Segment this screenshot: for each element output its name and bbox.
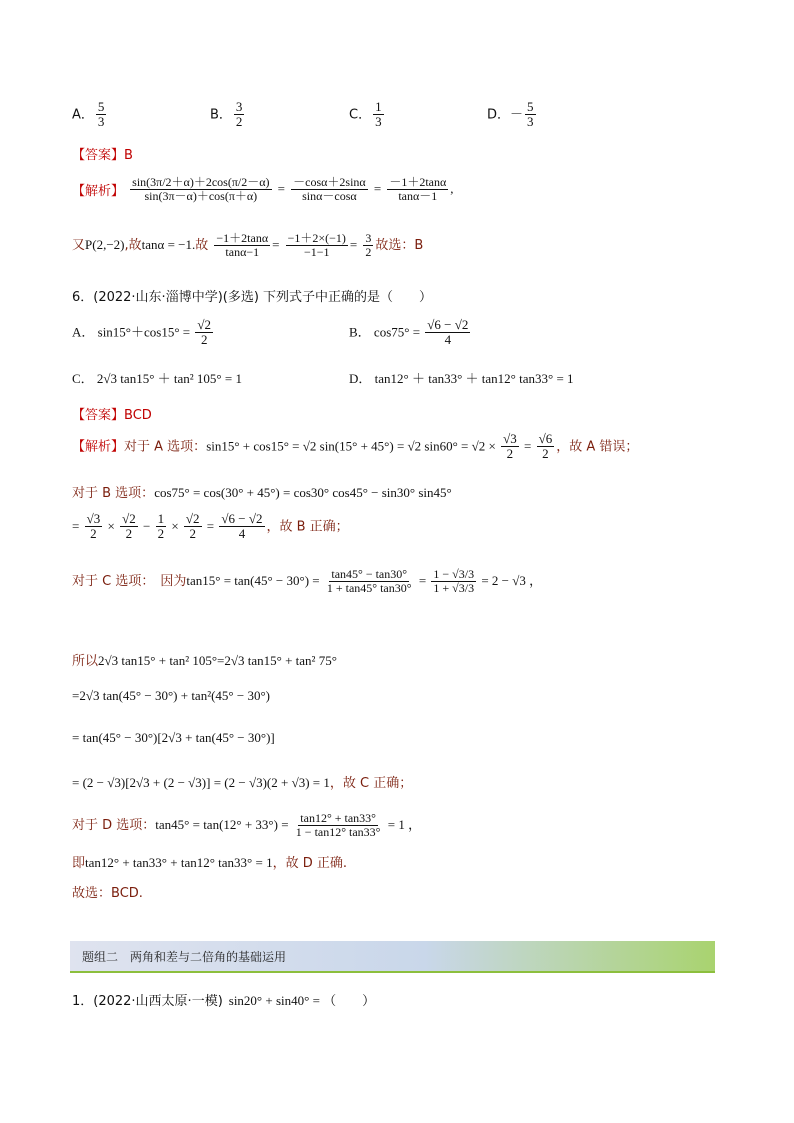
question-label: 1．(2022·山西太原·一模) [72, 994, 223, 1009]
text: 故选：B [375, 238, 424, 254]
q6-analysis-d [72, 812, 421, 839]
frac-den: 3 [527, 114, 534, 130]
frac-num: √2 [185, 511, 200, 526]
q6-analysis-c5 [72, 772, 412, 791]
option-text: B． cos75° = [349, 324, 424, 340]
math: = 2 − √3 ， [478, 573, 543, 589]
frac-num: −1＋2tanα [216, 231, 269, 245]
math: sin15° + cos15° = √2 sin(15° + 45°) = √2 sin60° = √2 × [206, 438, 500, 454]
math: = [72, 518, 83, 534]
math: = [520, 438, 535, 454]
frac-den: 2 [235, 114, 243, 130]
q6-analysis-b [72, 482, 452, 501]
frac-num: 1 [375, 99, 382, 114]
q6-analysis-c2 [72, 650, 337, 669]
frac-num: sin(3π/2＋α)＋2cos(π/2－α) [132, 175, 270, 189]
text: 对于 A 选项： [124, 439, 207, 455]
q6-final-answer: 故选：BCD. [72, 886, 143, 901]
option-label: A． [72, 107, 94, 123]
frac-num: 3 [365, 231, 372, 245]
frac-num: √2 [122, 511, 136, 526]
next-question [72, 990, 375, 1009]
q6-option-d: D． tan12° ＋ tan33° ＋ tan12° tan33° = 1 [349, 371, 574, 386]
frac-num: －cosα＋2sinα [293, 175, 366, 189]
math: × [104, 518, 119, 534]
text: ,故 [124, 238, 142, 254]
q6-option-c: C． 2√3 tan15° ＋ tan² 105° = 1 [72, 371, 242, 386]
frac-den: 2 [365, 245, 372, 260]
text: 即 [72, 856, 86, 871]
frac-den: tanα－1 [398, 189, 438, 204]
q5-option-a [72, 100, 108, 130]
q6-analysis-c4: = tan(45° − 30°)[2√3 + tan(45° − 30°)] [72, 730, 275, 745]
frac-den: 1 + √3/3 [433, 581, 475, 596]
frac-den: 2 [189, 526, 196, 542]
frac-den: 2 [200, 332, 208, 348]
math: cos75° = cos(30° + 45°) = cos30° cos45° − sin30° sin45° [154, 485, 452, 500]
text: 又 [72, 238, 86, 254]
math: P(2,−2) [85, 237, 125, 253]
q5-option-d [487, 100, 538, 130]
text: ，故 D 正确. [272, 856, 348, 871]
frac-num: 1 − √3/3 [433, 567, 475, 581]
math: tan15° = tan(45° − 30°) = [186, 573, 323, 589]
text: 对于 C 选项： [72, 574, 155, 590]
q6-stem: 6．(2022·山东·淄博中学)(多选) 下列式子中正确的是（ ） [72, 290, 433, 305]
q6-option-a [72, 318, 215, 348]
math: sin20° + sin40° = （ ） [228, 993, 376, 1008]
q6-analysis-c3: =2√3 tan(45° − 30°) + tan²(45° − 30°) [72, 688, 270, 703]
frac-den: tanα−1 [225, 245, 260, 260]
option-label: B． [210, 107, 232, 123]
frac-den: 2 [506, 446, 514, 462]
math: = 1 ， [384, 817, 422, 833]
text: ，故 B 正确； [266, 519, 349, 535]
frac-num: √6 [538, 431, 553, 446]
frac-den: 2 [90, 526, 97, 542]
math: × [168, 518, 182, 534]
section-header-bar [70, 941, 715, 973]
frac-num: 3 [235, 99, 243, 114]
frac-num: √3 [86, 511, 101, 526]
answer-value: BCD [124, 408, 152, 423]
frac-num: 5 [527, 99, 534, 114]
q6-option-b [349, 318, 472, 348]
math: = [415, 573, 430, 589]
frac-den: 3 [375, 114, 382, 130]
frac-den: 1 + tan45° tan30° [326, 581, 412, 596]
q5-option-c [349, 100, 386, 130]
text: 因为 [160, 574, 187, 590]
frac-den: sinα－cosα [302, 189, 357, 204]
text: 对于 B 选项： [72, 486, 155, 501]
math: = (2 − √3)[2√3 + (2 − √3)] = (2 − √3)(2 + √3) = 1 [72, 775, 330, 790]
frac-num: －1＋2tanα [389, 175, 447, 189]
text: 故 [195, 238, 209, 254]
frac-den: 2 [157, 526, 165, 542]
frac-den: 3 [97, 114, 105, 130]
frac-num: √6 − √2 [221, 511, 263, 526]
q5-analysis-line1: 【解析】 $\frac{\sin(3\pi/2+\alpha)+2\cos(\pi/2-\alpha)}{\sin(3\pi-\alpha)+\cos(\pi+\alpha)}$ = $\frac{-\cos\alpha+2\sin\alpha}{\sin\alpha-\cos\alpha}$ = $\frac{-1+2\tan\alpha}{\tan\alpha-1}$ , [72, 175, 454, 204]
math: = [203, 518, 218, 534]
text: ，故 A 错误； [556, 439, 639, 455]
answer-tag: 【答案】 [72, 148, 125, 163]
frac-den: −1−1 [303, 245, 330, 260]
q6-analysis-b2 [72, 512, 349, 542]
math: tan45° = tan(12° + 33°) = [155, 817, 292, 833]
section-title: 题组二 两角和差与二倍角的基础运用 [82, 950, 287, 964]
frac-num: tan45° − tan30° [331, 567, 408, 581]
analysis-tag: 【解析】 [72, 439, 125, 455]
q5-answer [72, 144, 133, 163]
answer-tag: 【答案】 [72, 408, 125, 423]
q6-answer [72, 404, 152, 423]
math: 2√3 tan15° + tan² 105°=2√3 tan15° + tan² 75° [98, 653, 337, 668]
frac-num: tan12° + tan33° [300, 811, 376, 825]
q6-analysis-a [72, 432, 638, 462]
frac-num: √3 [503, 431, 517, 446]
q6-analysis-d2 [72, 852, 347, 871]
analysis-tag: 【解析】 [72, 184, 125, 200]
frac-num: 1 [157, 511, 165, 526]
text: ，故 C 正确； [329, 776, 413, 791]
frac-den: 2 [542, 446, 549, 462]
frac-den: 4 [238, 526, 246, 542]
option-label: D．－ [487, 107, 524, 123]
frac-num: √6 − √2 [427, 317, 469, 332]
math: tan12° + tan33° + tan12° tan33° = 1 [85, 855, 273, 870]
text: 对于 D 选项： [72, 818, 156, 834]
frac-num: √2 [197, 317, 212, 332]
answer-value: B [124, 148, 133, 163]
q5-analysis-line2: 又P(2,−2),故tanα = −1.故 $\frac{-1+2\tan\alpha}{\tan\alpha-1}$ = $\frac{-1+2\times(-1)}{-1-1}$ = $\frac{3}{2}$ 故选：B [72, 231, 424, 260]
frac-num: −1＋2×(−1) [287, 231, 346, 245]
frac-num: 5 [97, 99, 105, 114]
frac-den: 1 − tan12° tan33° [295, 825, 381, 840]
q5-option-b [210, 100, 246, 130]
math: tanα = −1. [141, 237, 196, 253]
text: 所以 [72, 654, 99, 669]
frac-den: sin(3π－α)＋cos(π＋α) [144, 189, 258, 204]
frac-den: 4 [444, 332, 452, 348]
q6-analysis-c [72, 568, 542, 595]
option-label: C． [349, 107, 372, 123]
math: − [139, 518, 154, 534]
frac-den: 2 [125, 526, 133, 542]
option-text: A． sin15°＋cos15° = [72, 324, 194, 340]
